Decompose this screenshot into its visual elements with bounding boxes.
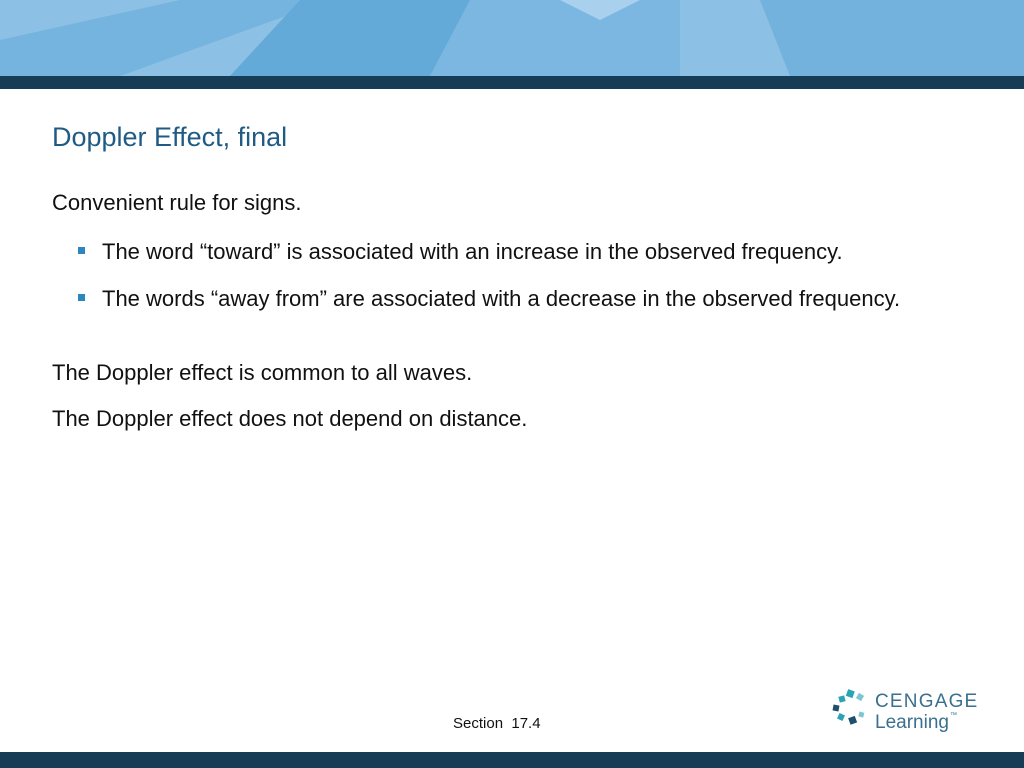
footer-section-label: Section 17.4: [453, 715, 541, 732]
bullet-text: The word “toward” is associated with an increase in the observed frequency.: [102, 239, 843, 264]
trademark-symbol: ™: [949, 712, 957, 719]
logo-wordmark-bottom: [875, 712, 957, 734]
logo-wordmark-top: CENGAGE: [875, 691, 979, 712]
cengage-learning-logo: [830, 688, 980, 740]
header-banner-graphic: [0, 0, 1024, 76]
bullet-item: [78, 237, 978, 267]
body-line: The Doppler effect does not depend on distance.: [52, 406, 528, 431]
bullet-text: The words “away from” are associated with a decrease in the observed frequency.: [102, 286, 901, 311]
header-banner: [0, 0, 1024, 76]
intro-text: Convenient rule for signs.: [52, 190, 302, 215]
header-stripe: [0, 76, 1024, 89]
square-bullet-icon: [78, 247, 85, 254]
body-line: The Doppler effect is common to all waves.: [52, 360, 473, 385]
cengage-logo-icon: [830, 688, 870, 728]
bullet-item: [78, 284, 978, 344]
square-bullet-icon: [78, 294, 85, 301]
slide-title: Doppler Effect, final: [52, 122, 288, 152]
footer-stripe: [0, 752, 1024, 768]
logo-wordmark-learning: Learning: [875, 712, 949, 733]
